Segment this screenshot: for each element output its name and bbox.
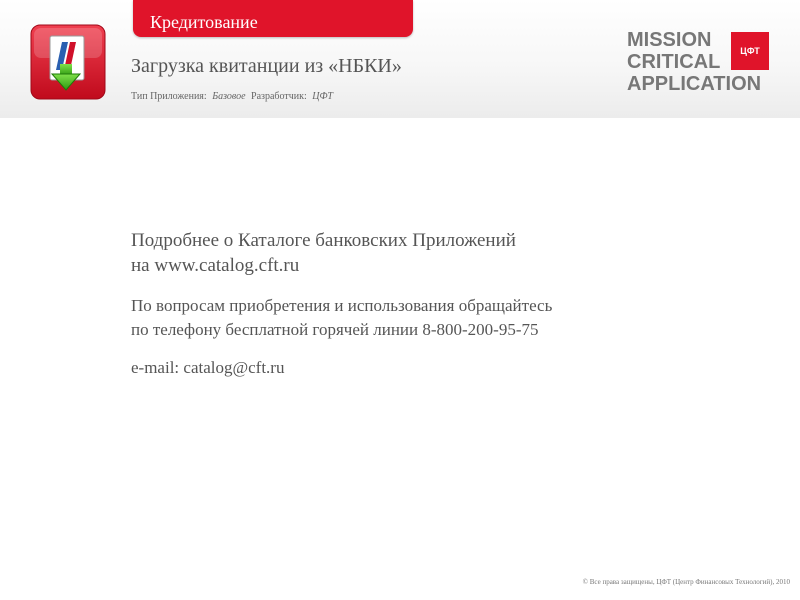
catalog-line-1: Подробнее о Каталоге банковских Приложений bbox=[131, 230, 516, 251]
catalog-url[interactable]: на www.catalog.cft.ru bbox=[131, 255, 300, 276]
catalog-info bbox=[131, 228, 771, 278]
contact-line-2: по телефону бесплатной горячей линии 8-800-200-95-75 bbox=[131, 320, 539, 339]
app-meta bbox=[131, 91, 336, 102]
header-band bbox=[0, 0, 800, 118]
contact-info bbox=[131, 228, 771, 380]
mission-critical-logo bbox=[627, 30, 773, 94]
logo-line-2: CRITICAL bbox=[627, 51, 721, 73]
hotline-info bbox=[131, 294, 771, 342]
category-tab: Кредитование bbox=[133, 0, 413, 37]
developer-value: ЦФТ bbox=[312, 91, 333, 102]
logo-line-3: APPLICATION bbox=[627, 73, 762, 95]
type-value: Базовое bbox=[212, 91, 246, 102]
download-document-icon bbox=[30, 24, 106, 100]
logo-line-1: MISSION bbox=[627, 29, 712, 51]
copyright: © Все права защищены, ЦФТ (Центр Финансовых Технологий), 2010 bbox=[582, 578, 790, 586]
developer-label: Разработчик: bbox=[251, 91, 307, 102]
contact-line-1: По вопросам приобретения и использования обращайтесь bbox=[131, 296, 553, 315]
app-title: Загрузка квитанции из «НБКИ» bbox=[131, 55, 402, 77]
type-label: Тип Приложения: bbox=[131, 91, 207, 102]
email-link[interactable]: e-mail: catalog@cft.ru bbox=[131, 358, 285, 377]
cft-badge: ЦФТ bbox=[731, 32, 769, 70]
